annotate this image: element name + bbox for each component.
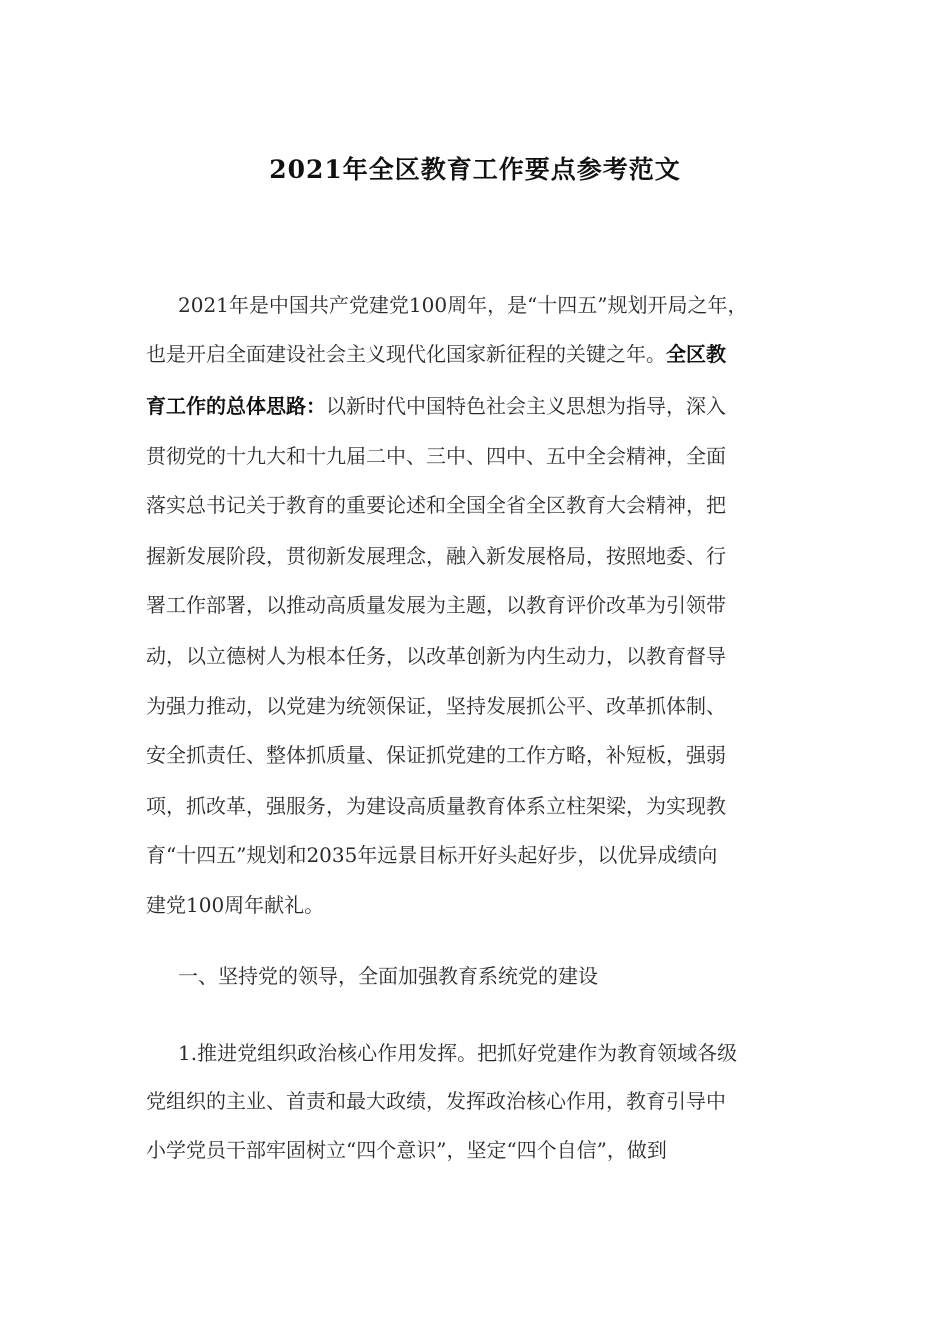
paragraph-1-line-2 [146, 342, 726, 366]
paragraph-1-line-3 [146, 394, 726, 418]
paragraph-1-line-4: 贯彻党的十九大和十九届二中、三中、四中、五中全会精神，全面 [146, 444, 726, 468]
paragraph-2-line-1: 1.推进党组织政治核心作用发挥。把抓好党建作为教育领域各级 [178, 1041, 738, 1065]
paragraph-1-line-3-bold: 育工作的总体思路： [146, 394, 326, 418]
paragraph-1-line-13: 建党100周年献礼。 [146, 893, 325, 917]
paragraph-1-line-9: 为强力推动，以党建为统领保证，坚持发展抓公平、改革抓体制、 [146, 694, 726, 718]
paragraph-2-line-3: 小学党员干部牢固树立“四个意识”，坚定“四个自信”，做到 [146, 1138, 667, 1162]
paragraph-1-line-12: 育“十四五”规划和2035年远景目标开好头起好步，以优异成绩向 [146, 843, 718, 867]
paragraph-1-line-2-bold: 全区教 [666, 342, 726, 366]
document-title: 2021年全区教育工作要点参考范文 [269, 155, 681, 184]
paragraph-1-line-7: 署工作部署，以推动高质量发展为主题，以教育评价改革为引领带 [146, 593, 726, 617]
paragraph-1-line-3-text: 以新时代中国特色社会主义思想为指导，深入 [326, 394, 726, 418]
section-heading-1: 一、坚持党的领导，全面加强教育系统党的建设 [178, 964, 598, 988]
paragraph-1-line-11: 项，抓改革，强服务，为建设高质量教育体系立柱架梁，为实现教 [146, 794, 726, 818]
paragraph-1-line-1: 2021年是中国共产党建党100周年，是“十四五”规划开局之年， [178, 293, 748, 317]
paragraph-1-line-8: 动，以立德树人为根本任务，以改革创新为内生动力，以教育督导 [146, 644, 726, 668]
paragraph-1-line-2-text: 也是开启全面建设社会主义现代化国家新征程的关键之年。 [146, 342, 666, 366]
paragraph-1-line-10: 安全抓责任、整体抓质量、保证抓党建的工作方略，补短板，强弱 [146, 743, 726, 767]
paragraph-1-line-5: 落实总书记关于教育的重要论述和全国全省全区教育大会精神，把 [146, 493, 726, 517]
paragraph-1-line-6: 握新发展阶段，贯彻新发展理念，融入新发展格局，按照地委、行 [146, 544, 726, 568]
paragraph-2-line-2: 党组织的主业、首责和最大政绩，发挥政治核心作用，教育引导中 [146, 1089, 726, 1113]
